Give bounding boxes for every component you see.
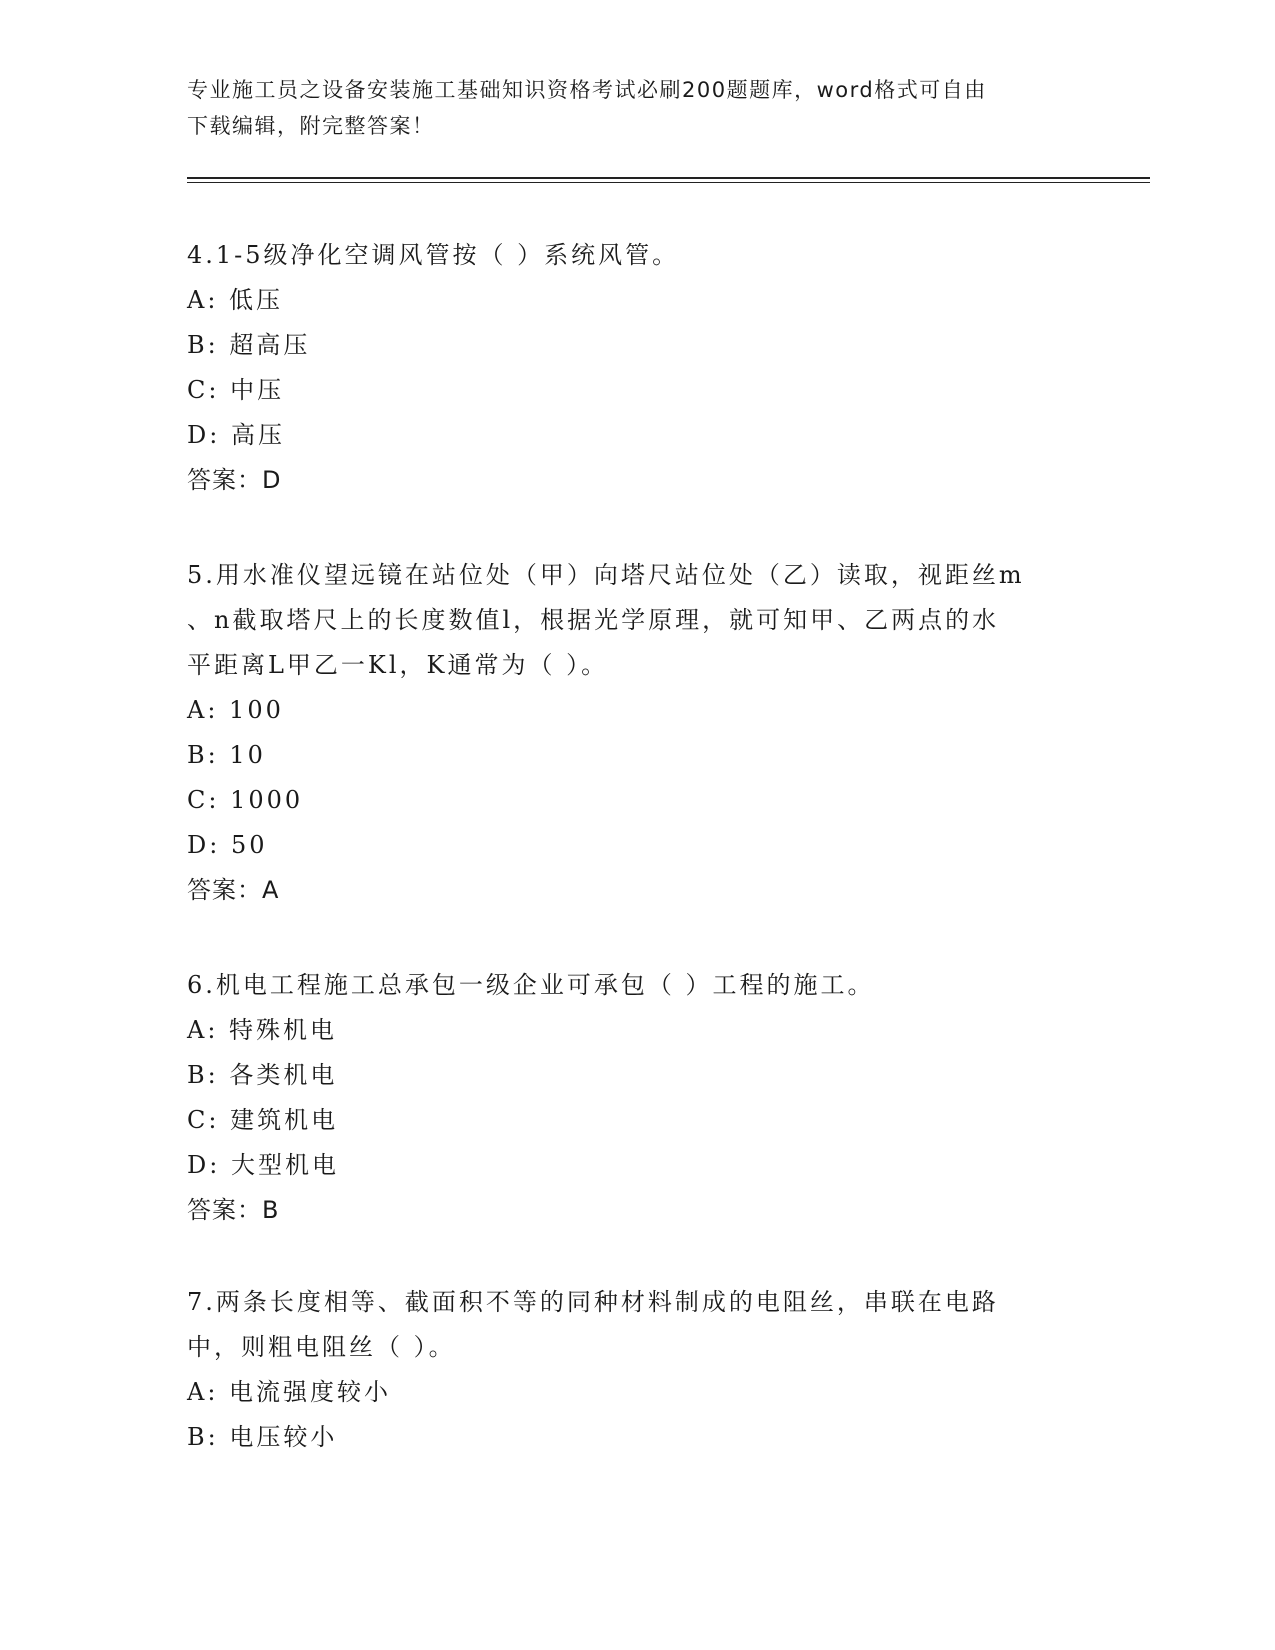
option-c: C: 1000 [187, 786, 304, 814]
question-text: 4.1-5级净化空调风管按（ ）系统风管。 [187, 241, 680, 269]
question-text: 6.机电工程施工总承包一级企业可承包（ ）工程的施工。 [187, 971, 875, 999]
option-d: D: 大型机电 [187, 1151, 339, 1179]
header-line-1: 专业施工员之设备安装施工基础知识资格考试必刷200题题库，word格式可自由 [187, 78, 987, 102]
question-7 [187, 1280, 1087, 1460]
answer: 答案：A [187, 876, 280, 904]
option-a: A: 低压 [187, 286, 284, 314]
option-a: A: 100 [187, 696, 284, 724]
option-d: D: 50 [187, 831, 268, 859]
question-4 [187, 233, 1087, 503]
answer: 答案：D [187, 466, 282, 494]
question-text-line-2: 中，则粗电阻丝（ ）。 [187, 1333, 456, 1361]
question-text-line-2: 、n截取塔尺上的长度数值l，根据光学原理，就可知甲、乙两点的水 [187, 606, 1000, 634]
answer: 答案：B [187, 1196, 280, 1224]
option-b: B: 10 [187, 741, 266, 769]
header-divider-thin [187, 182, 1150, 183]
document-header [187, 72, 1067, 144]
option-b: B: 电压较小 [187, 1423, 338, 1451]
question-text-line-1: 7.两条长度相等、截面积不等的同种材料制成的电阻丝，串联在电路 [187, 1288, 999, 1316]
question-6 [187, 963, 1087, 1233]
question-5 [187, 553, 1087, 913]
question-text-line-3: 平距离L甲乙一Kl，K通常为（ ）。 [187, 651, 609, 679]
option-b: B: 各类机电 [187, 1061, 338, 1089]
option-a: A: 电流强度较小 [187, 1378, 392, 1406]
question-text-line-1: 5.用水准仪望远镜在站位处（甲）向塔尺站位处（乙）读取，视距丝m [187, 561, 1025, 589]
option-d: D: 高压 [187, 421, 285, 449]
header-divider-thick [187, 177, 1150, 179]
option-a: A: 特殊机电 [187, 1016, 338, 1044]
option-c: C: 建筑机电 [187, 1106, 339, 1134]
option-b: B: 超高压 [187, 331, 311, 359]
option-c: C: 中压 [187, 376, 285, 404]
header-line-2: 下载编辑，附完整答案！ [187, 114, 435, 138]
